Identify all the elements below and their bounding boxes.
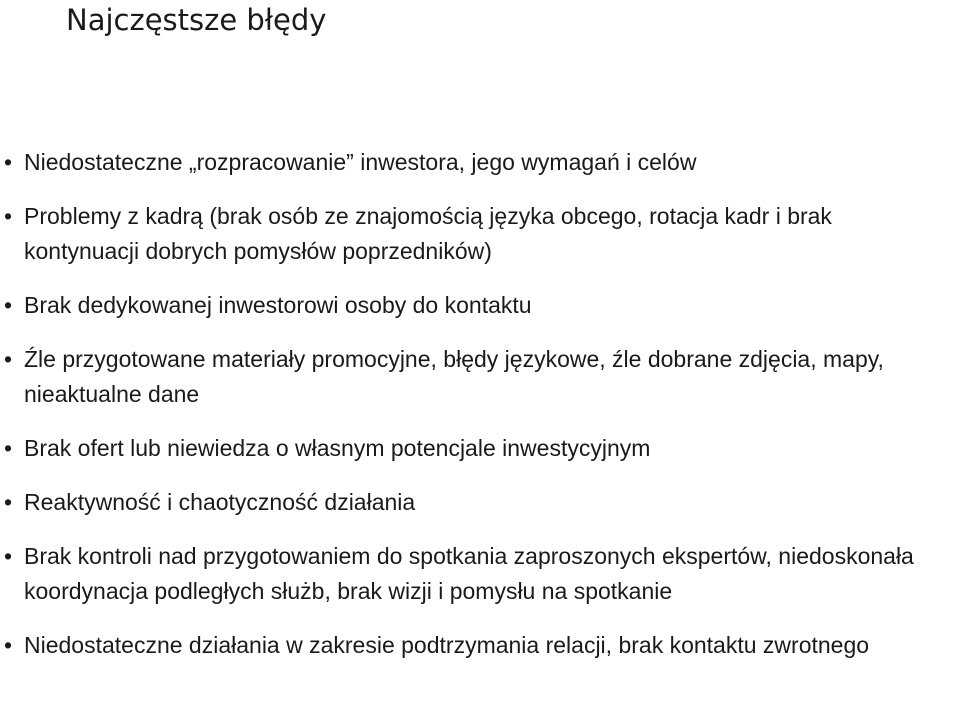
bullet-icon: • <box>4 346 13 372</box>
slide-title: Najczęstsze błędy <box>66 3 327 37</box>
bullet-text: Brak ofert lub niewiedza o własnym potencjale inwestycyjnym <box>24 435 651 461</box>
bullet-icon: • <box>4 292 13 318</box>
bullet-list <box>0 145 960 682</box>
bullet-item <box>0 628 960 663</box>
bullet-text: Niedostateczne „rozpracowanie” inwestora, jego wymagań i celów <box>24 149 697 175</box>
bullet-item <box>0 288 960 323</box>
bullet-text: Reaktywność i chaotyczność działania <box>24 489 416 515</box>
bullet-icon: • <box>4 632 13 658</box>
bullet-icon: • <box>4 149 13 175</box>
bullet-item <box>0 431 960 466</box>
bullet-text: Brak dedykowanej inwestorowi osoby do kontaktu <box>24 292 532 318</box>
bullet-text: Brak kontroli nad przygotowaniem do spotkania zaproszonych ekspertów, niedoskonała koordynacja podległych służb, brak wizji i pomysłu na spotkanie <box>24 543 914 604</box>
bullet-icon: • <box>4 203 13 229</box>
bullet-item <box>0 342 960 412</box>
bullet-text: Niedostateczne działania w zakresie podtrzymania relacji, brak kontaktu zwrotnego <box>24 632 870 658</box>
bullet-text: Źle przygotowane materiały promocyjne, błędy językowe, źle dobrane zdjęcia, mapy, nieaktualne dane <box>24 346 884 407</box>
bullet-item <box>0 539 960 609</box>
bullet-icon: • <box>4 435 13 461</box>
bullet-icon: • <box>4 543 13 569</box>
bullet-item <box>0 485 960 520</box>
bullet-text: Problemy z kadrą (brak osób ze znajomością języka obcego, rotacja kadr i brak kontynuacji dobrych pomysłów poprzedników) <box>24 203 832 264</box>
bullet-item <box>0 199 960 269</box>
bullet-item <box>0 145 960 180</box>
bullet-icon: • <box>4 489 13 515</box>
